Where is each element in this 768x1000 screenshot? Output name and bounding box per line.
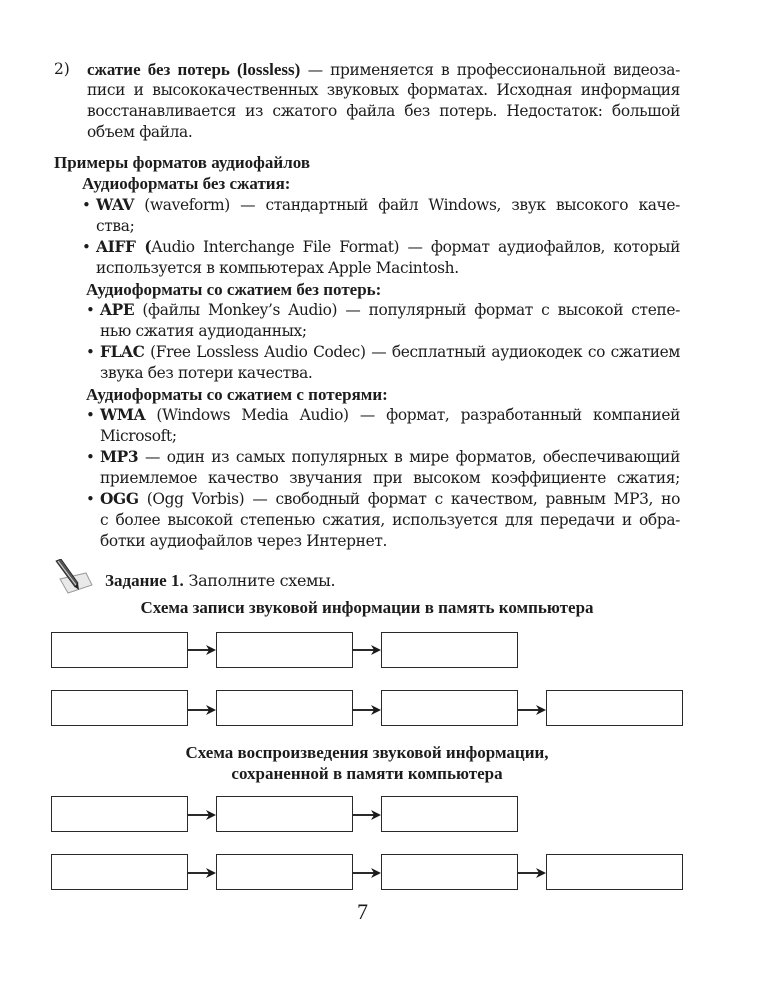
arrow-right-icon <box>353 810 381 820</box>
scheme-2-row-2-box-1[interactable] <box>51 854 188 890</box>
arrow-right-icon <box>353 645 381 655</box>
scheme-2-title-line-1: Схема воспроизведения звуковой информации, <box>185 743 549 762</box>
item2-line-1: сжатие без потерь (lossless) — применяется в профессиональной видеоза- <box>87 60 680 79</box>
group-title-uncompressed: Аудиоформаты без сжатия: <box>82 174 291 193</box>
list-number: 2) <box>54 60 70 78</box>
task-heading: Задание 1. Заполните схемы. <box>105 571 336 590</box>
bullet: • <box>86 343 95 361</box>
scheme-1-row-2-box-4[interactable] <box>546 690 683 726</box>
format-mp3-cont: приемлемое качество звучания при высоком коэффициенте сжатия; <box>100 469 680 487</box>
arrow-right-icon <box>518 705 546 715</box>
bullet: • <box>82 238 91 256</box>
scheme-1-row-2-box-2[interactable] <box>216 690 353 726</box>
formats-heading: Примеры форматов аудиофайлов <box>54 153 311 172</box>
format-ape: APE (файлы Monkey’s Audio) — популярный формат с высокой степе- <box>100 301 680 319</box>
format-wav: WAV (waveform) — стандартный файл Windows, звук высокого каче- <box>96 196 680 214</box>
item2-line-4: объем файла. <box>87 123 193 141</box>
group-title-lossless: Аудиоформаты со сжатием без потерь: <box>86 280 382 299</box>
arrow-right-icon <box>518 868 546 878</box>
scheme-2-title-line-2: сохраненной в памяти компьютера <box>231 764 503 783</box>
format-wma: WMA (Windows Media Audio) — формат, разработанный компанией <box>100 406 680 424</box>
scheme-2-row-1-box-3[interactable] <box>381 796 518 832</box>
format-flac-cont: звука без потери качества. <box>100 364 313 382</box>
bullet: • <box>86 406 95 424</box>
page-number: 7 <box>357 899 368 924</box>
format-mp3: MP3 — один из самых популярных в мире форматов, обеспечивающий <box>100 448 680 466</box>
scheme-1-row-2-box-3[interactable] <box>381 690 518 726</box>
scheme-1-row-1-box-1[interactable] <box>51 632 188 668</box>
item2-line-2: писи и высококачественных звуковых форматах. Исходная информация <box>87 81 680 99</box>
format-aiff: AIFF (Audio Interchange File Format) — формат аудиофайлов, который <box>96 238 680 256</box>
arrow-right-icon <box>188 645 216 655</box>
scheme-2-row-2-box-2[interactable] <box>216 854 353 890</box>
arrow-right-icon <box>188 705 216 715</box>
scheme-1-row-2-box-1[interactable] <box>51 690 188 726</box>
arrow-right-icon <box>353 705 381 715</box>
format-wav-cont: ства; <box>96 217 135 235</box>
format-ogg-cont-2: ботки аудиофайлов через Интернет. <box>100 532 388 550</box>
scheme-2-row-2-box-4[interactable] <box>546 854 683 890</box>
pencil-icon <box>52 559 94 595</box>
scheme-2-row-2-box-3[interactable] <box>381 854 518 890</box>
bullet: • <box>82 196 91 214</box>
scheme-2-row-1-box-1[interactable] <box>51 796 188 832</box>
arrow-right-icon <box>188 810 216 820</box>
format-ape-cont: нью сжатия аудиоданных; <box>100 322 307 340</box>
format-aiff-cont: используется в компьютерах Apple Macintosh. <box>96 259 459 277</box>
scheme-1-row-1-box-3[interactable] <box>381 632 518 668</box>
scheme-1-title: Схема записи звуковой информации в память компьютера <box>140 598 594 617</box>
format-ogg: OGG (Ogg Vorbis) — свободный формат с качеством, равным MP3, но <box>100 490 680 508</box>
group-title-lossy: Аудиоформаты со сжатием с потерями: <box>86 385 388 404</box>
format-wma-cont: Microsoft; <box>100 427 177 445</box>
arrow-right-icon <box>353 868 381 878</box>
item2-line-3: восстанавливается из сжатого файла без потерь. Недостаток: большой <box>87 102 680 120</box>
bullet: • <box>86 448 95 466</box>
bullet: • <box>86 490 95 508</box>
scheme-2-row-1-box-2[interactable] <box>216 796 353 832</box>
format-ogg-cont-1: с более высокой степенью сжатия, используется для передачи и обра- <box>100 511 680 529</box>
arrow-right-icon <box>188 868 216 878</box>
item2-term: сжатие без потерь (lossless) <box>87 60 301 79</box>
scheme-1-row-1-box-2[interactable] <box>216 632 353 668</box>
format-flac: FLAC (Free Lossless Audio Codec) — бесплатный аудиокодек со сжатием <box>100 343 680 361</box>
bullet: • <box>86 301 95 319</box>
